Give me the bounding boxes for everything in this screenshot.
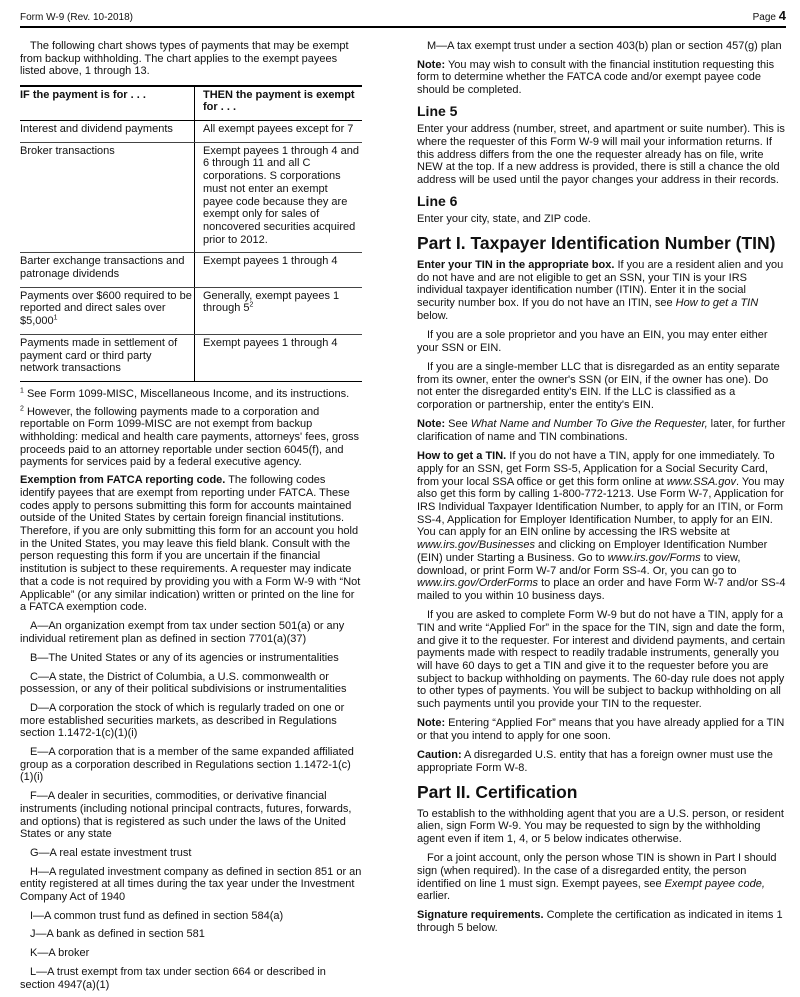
page-label: Page bbox=[752, 12, 776, 23]
fatca-section bbox=[20, 474, 362, 991]
paragraph bbox=[417, 609, 786, 711]
italic-text: www.irs.gov/Businesses bbox=[417, 539, 535, 552]
italic-text: www.irs.gov/Forms bbox=[607, 551, 701, 564]
table-row bbox=[20, 142, 362, 253]
exempt-payees: Exempt payees 1 through 4 and 6 through 11 and all C corporations. S corporations must not enter an exempt payee code because they are exempt only for sales of noncovered securities acquired prior to 2012. bbox=[195, 142, 363, 253]
paragraph bbox=[417, 59, 786, 97]
text-run: I—A common trust fund as defined in section 584(a) bbox=[30, 909, 284, 922]
footnote-ref: 2 bbox=[249, 301, 254, 309]
paragraph bbox=[417, 329, 786, 354]
list-item bbox=[417, 40, 786, 53]
text-run: Part II. Certification bbox=[417, 781, 578, 802]
paragraph bbox=[417, 213, 786, 226]
footnote bbox=[20, 388, 362, 401]
footnote-number: 2 bbox=[20, 405, 24, 413]
payment-type bbox=[20, 287, 195, 334]
text-run: below. bbox=[417, 309, 449, 322]
text-run: earlier. bbox=[417, 890, 451, 903]
text-run: M—A tax exempt trust under a section 403(b) plan or section 457(g) plan bbox=[427, 40, 782, 52]
paragraph bbox=[20, 474, 362, 614]
exempt-payments-table bbox=[20, 85, 362, 382]
text-run: If you are a resident alien and you do not have and are not eligible to get an SSN, your TIN is your IRS individual taxpayer identification number (ITIN). Enter it in the social security number box. If you do not have an ITIN, see bbox=[417, 259, 784, 310]
text-run: A disregarded U.S. entity that has a foreign owner must use the appropriate Form W-8. bbox=[417, 749, 773, 774]
paragraph bbox=[417, 749, 786, 774]
bold-lead: Enter your TIN in the appropriate box. bbox=[417, 259, 615, 272]
bold-lead: Note: bbox=[417, 717, 446, 730]
list-item bbox=[20, 910, 362, 923]
table-row bbox=[20, 121, 362, 143]
footnote bbox=[20, 406, 362, 470]
list-item bbox=[20, 866, 362, 904]
list-item bbox=[20, 847, 362, 860]
text-run: For a joint account, only the person whose TIN is shown in Part I should sign (when required). In the case of a disregarded entity, the person identified on line 1 must sign. Exempt payees, see bbox=[417, 852, 777, 890]
text-run: D—A corporation the stock of which is regularly traded on one or more established securities markets, as described in Regulations section 1.1472-1(c)(1)(i) bbox=[20, 701, 345, 740]
text-run: G—A real estate investment trust bbox=[30, 846, 192, 859]
text-run: Complete the certification as indicated in items 1 through 5 below. bbox=[417, 909, 783, 935]
list-item bbox=[20, 928, 362, 941]
exempt-payees: Exempt payees 1 through 4 bbox=[195, 334, 363, 381]
bold-lead: Note: bbox=[417, 58, 446, 71]
table-row bbox=[20, 287, 362, 334]
text-run: . You may also get this form by calling 1-800-772-1213. Use Form W-7, Application for IRS Individual Taxpayer Identification Number, to apply for an ITIN, or Form SS-4, Application for Employer Identification Number, to apply for an EIN. You can apply for an EIN online by accessing the IRS website at bbox=[417, 475, 785, 539]
payment-type: Broker transactions bbox=[20, 142, 195, 253]
text-run: C—A state, the District of Columbia, a U.S. commonwealth or possession, or any of their political subdivisions or instrumentalities bbox=[20, 670, 347, 696]
section-heading bbox=[417, 103, 786, 119]
paragraph bbox=[417, 808, 786, 846]
list-item bbox=[20, 947, 362, 960]
list-item bbox=[20, 790, 362, 841]
list-item bbox=[20, 671, 362, 696]
text-run: If you are asked to complete Form W-9 but do not have a TIN, apply for a TIN and write “Applied For” in the space for the TIN, sign and date the form, and give it to the requester. For interest and dividend payments, and certain payments made with respect to readily tradable instruments, generally you will have 60 days to get a TIN and give it to the requester before you are subject to backup withholding on payments. The 60-day rule does not apply to other types of payments. You will be subject to backup withholding on all such payments until you provide your TIN to the requester. bbox=[417, 609, 786, 711]
text-run: If you do not have a TIN, apply for one immediately. To apply for an SSN, get Form SS-5, Application for a Social Security Card, from your local SSA office or get this form online at bbox=[417, 450, 775, 488]
paragraph bbox=[417, 852, 786, 903]
page-number-value: 4 bbox=[778, 8, 786, 23]
section-heading bbox=[417, 234, 786, 253]
bold-lead: Note: bbox=[417, 418, 446, 431]
text-run: If you are a sole proprietor and you have an EIN, you may enter either your SSN or EIN. bbox=[417, 329, 768, 354]
text-run: A—An organization exempt from tax under section 501(a) or any individual retirement plan as defined in section 7701(a)(37) bbox=[20, 620, 345, 646]
text-run: F—A dealer in securities, commodities, or derivative financial instruments (including notional principal contracts, futures, forwards, and options) that is registered as such under the laws of the United States or any state bbox=[20, 790, 352, 841]
page-number bbox=[753, 10, 786, 25]
section-heading bbox=[417, 783, 786, 802]
paragraph bbox=[417, 123, 786, 187]
table-header-row bbox=[20, 86, 362, 121]
left-column bbox=[20, 40, 362, 997]
payment-type: Interest and dividend payments bbox=[20, 121, 195, 143]
column-header: IF the payment is for . . . bbox=[20, 86, 195, 121]
italic-text: What Name and Number To Give the Requester, bbox=[470, 418, 708, 431]
list-item bbox=[20, 966, 362, 991]
footnote-text: However, the following payments made to a corporation and reportable on Form 1099-MISC are not exempt from backup withholding: medical and health care payments, attorneys' fees, gross proceeds paid to an attorney reportable under section 6045(f), and payments for services paid by a federal executive agency. bbox=[20, 405, 360, 469]
paragraph bbox=[417, 717, 786, 742]
text-run: Line 6 bbox=[417, 193, 458, 210]
paragraph bbox=[417, 361, 786, 412]
text-run: To establish to the withholding agent that you are a U.S. person, or resident alien, sign Form W-9. You may be requested to sign by the withholding agent even if item 1, 4, or 5 below indicates otherwise. bbox=[417, 807, 784, 845]
bold-lead: Signature requirements. bbox=[417, 909, 544, 922]
text-run: You may wish to consult with the financial institution requesting this form to determine whether the FATCA code and/or exempt payee code should be completed. bbox=[417, 58, 775, 97]
footnote-ref: 1 bbox=[53, 314, 58, 322]
text-run: L—A trust exempt from tax under section 664 or described in section 4947(a)(1) bbox=[20, 965, 326, 991]
table-row bbox=[20, 253, 362, 287]
paragraph bbox=[417, 909, 786, 934]
text-run: H—A regulated investment company as defined in section 851 or an entity registered at all times during the tax year under the Investment Company Act of 1940 bbox=[20, 865, 362, 904]
italic-text: How to get a TIN bbox=[675, 297, 759, 310]
bold-lead: How to get a TIN. bbox=[417, 450, 507, 463]
exempt-payees: All exempt payees except for 7 bbox=[195, 121, 363, 143]
column-header: THEN the payment is exempt for . . . bbox=[195, 86, 363, 121]
text-run: Entering “Applied For” means that you have already applied for a TIN or that you intend to apply for one soon. bbox=[417, 717, 785, 742]
paragraph bbox=[417, 418, 786, 443]
paragraph bbox=[417, 450, 786, 602]
exempt-payees: Exempt payees 1 through 4 bbox=[195, 253, 363, 287]
right-column bbox=[417, 40, 786, 941]
text-run: to view, download, or print Form W-7 and/or Form SS-4. Or, you can go to bbox=[417, 551, 741, 577]
text-run: Part I. Taxpayer Identification Number (TIN) bbox=[417, 233, 776, 254]
section-heading bbox=[417, 193, 786, 209]
list-item bbox=[20, 652, 362, 665]
bold-lead: Caution: bbox=[417, 749, 462, 762]
text-run: later, for further clarification of name and TIN combinations. bbox=[417, 418, 786, 443]
text-run: Line 5 bbox=[417, 103, 458, 120]
payment-type-text: Payments over $600 required to be reported and direct sales over $5,000 bbox=[20, 289, 192, 328]
text-run: B—The United States or any of its agencies or instrumentalities bbox=[30, 651, 339, 664]
paragraph bbox=[417, 259, 786, 323]
page-header bbox=[20, 8, 786, 28]
italic-text: Exempt payee code, bbox=[664, 877, 765, 890]
payment-type: Payments made in settlement of payment card or third party network transactions bbox=[20, 334, 195, 381]
text-run: to place an order and have Form W-7 and/or SS-4 mailed to you within 10 business days. bbox=[417, 577, 786, 602]
table-row bbox=[20, 334, 362, 381]
italic-text: www.SSA.gov bbox=[666, 475, 736, 488]
text-run: If you are a single-member LLC that is disregarded as an entity separate from its owner, enter the owner's SSN (or EIN, if the owner has one). Do not enter the disregarded entity's EIN. If the LLC is classified as a corporation or partnership, enter the entity's EIN. bbox=[417, 360, 780, 412]
list-item bbox=[20, 746, 362, 784]
text-run: E—A corporation that is a member of the same expanded affiliated group as a corporation described in Regulations section 1.1472-1(c)(1)(i) bbox=[20, 746, 354, 784]
right-column-content bbox=[417, 40, 786, 935]
text-run: The following codes identify payees that are exempt from reporting under FATCA. These codes apply to persons submitting this form for accounts maintained outside of the United States by certain foreign financial institutions. Therefore, if you are only submitting this form for an account you hold in the United States, you may leave this field blank. Consult with the person requesting this form if you are uncertain if the financial institution is subject to these requirements. A requester may indicate that a code is not required by providing you with a Form W-9 with “Not Applicable” (or any similar indication) written or printed on the line for a FATCA exemption code. bbox=[20, 474, 361, 614]
text-run: Enter your city, state, and ZIP code. bbox=[417, 213, 591, 226]
chart-intro: The following chart shows types of payments that may be exempt from backup withholding. The chart applies to the exempt payees listed above, 1 through 13. bbox=[20, 40, 349, 78]
footnote-number: 1 bbox=[20, 387, 24, 395]
text-run: Enter your address (number, street, and apartment or suite number). This is where the requester of this Form W-9 will mail your information returns. If this address differs from the one the requester already has on file, write NEW at the top. If a new address is provided, there is still a chance the old address will be used until the payor changes your address in their records. bbox=[417, 123, 785, 187]
text-run: See bbox=[445, 418, 471, 431]
text-run: K—A broker bbox=[30, 947, 90, 960]
text-run: and clicking on Employer Identification Number (EIN) under Starting a Business. Go to bbox=[417, 539, 768, 564]
bold-lead: Exemption from FATCA reporting code. bbox=[20, 474, 226, 487]
payment-type: Barter exchange transactions and patronage dividends bbox=[20, 253, 195, 287]
footnote-text: See Form 1099-MISC, Miscellaneous Income, and its instructions. bbox=[26, 387, 350, 400]
text-run: J—A bank as defined in section 581 bbox=[30, 928, 205, 941]
form-revision: Form W-9 (Rev. 10-2018) bbox=[20, 12, 133, 23]
exempt-payees bbox=[195, 287, 363, 334]
list-item bbox=[20, 620, 362, 645]
exempt-payees-text: Generally, exempt payees 1 through 5 bbox=[203, 289, 340, 315]
list-item bbox=[20, 702, 362, 740]
italic-text: www.irs.gov/OrderForms bbox=[417, 577, 539, 590]
